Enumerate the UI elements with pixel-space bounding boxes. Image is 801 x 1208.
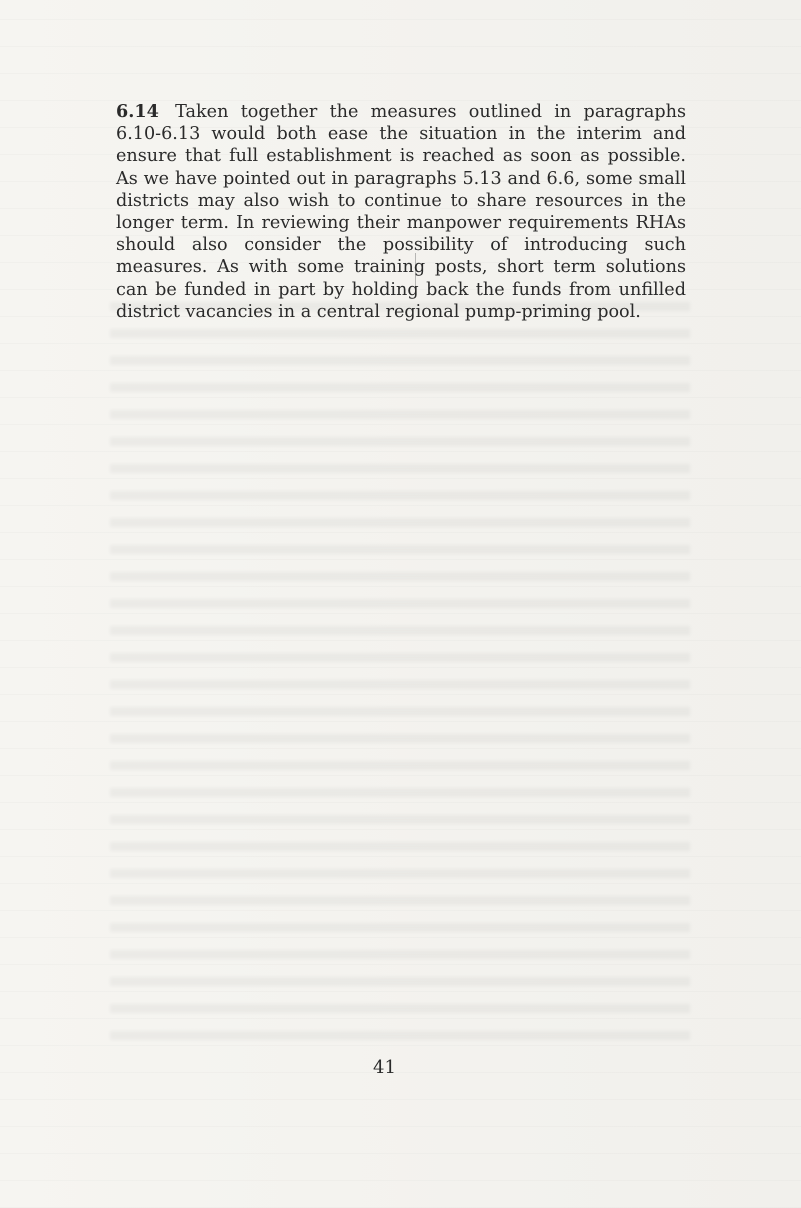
paragraph-text: Taken together the measures outlined in paragraphs 6.10-6.13 would both ease the situation in the interim and ensure that full establishment is reached as soon as possible. As we have pointed out in paragraphs 5.13 and 6.6, some small districts may also wish to continue to share resources in the longer term. In reviewing their manpower requirements RHAs should also consider the possibility of introducing such measures. As with some training posts, short term solutions can be funded in part by holding back the funds from unfilled district vacancies in a central regional pump-priming pool. bbox=[116, 102, 686, 322]
page-number: 41 bbox=[373, 1057, 396, 1078]
paragraph-6-14 bbox=[116, 101, 686, 323]
paragraph-number: 6.14 bbox=[116, 101, 159, 122]
show-through-texture bbox=[110, 300, 690, 1040]
